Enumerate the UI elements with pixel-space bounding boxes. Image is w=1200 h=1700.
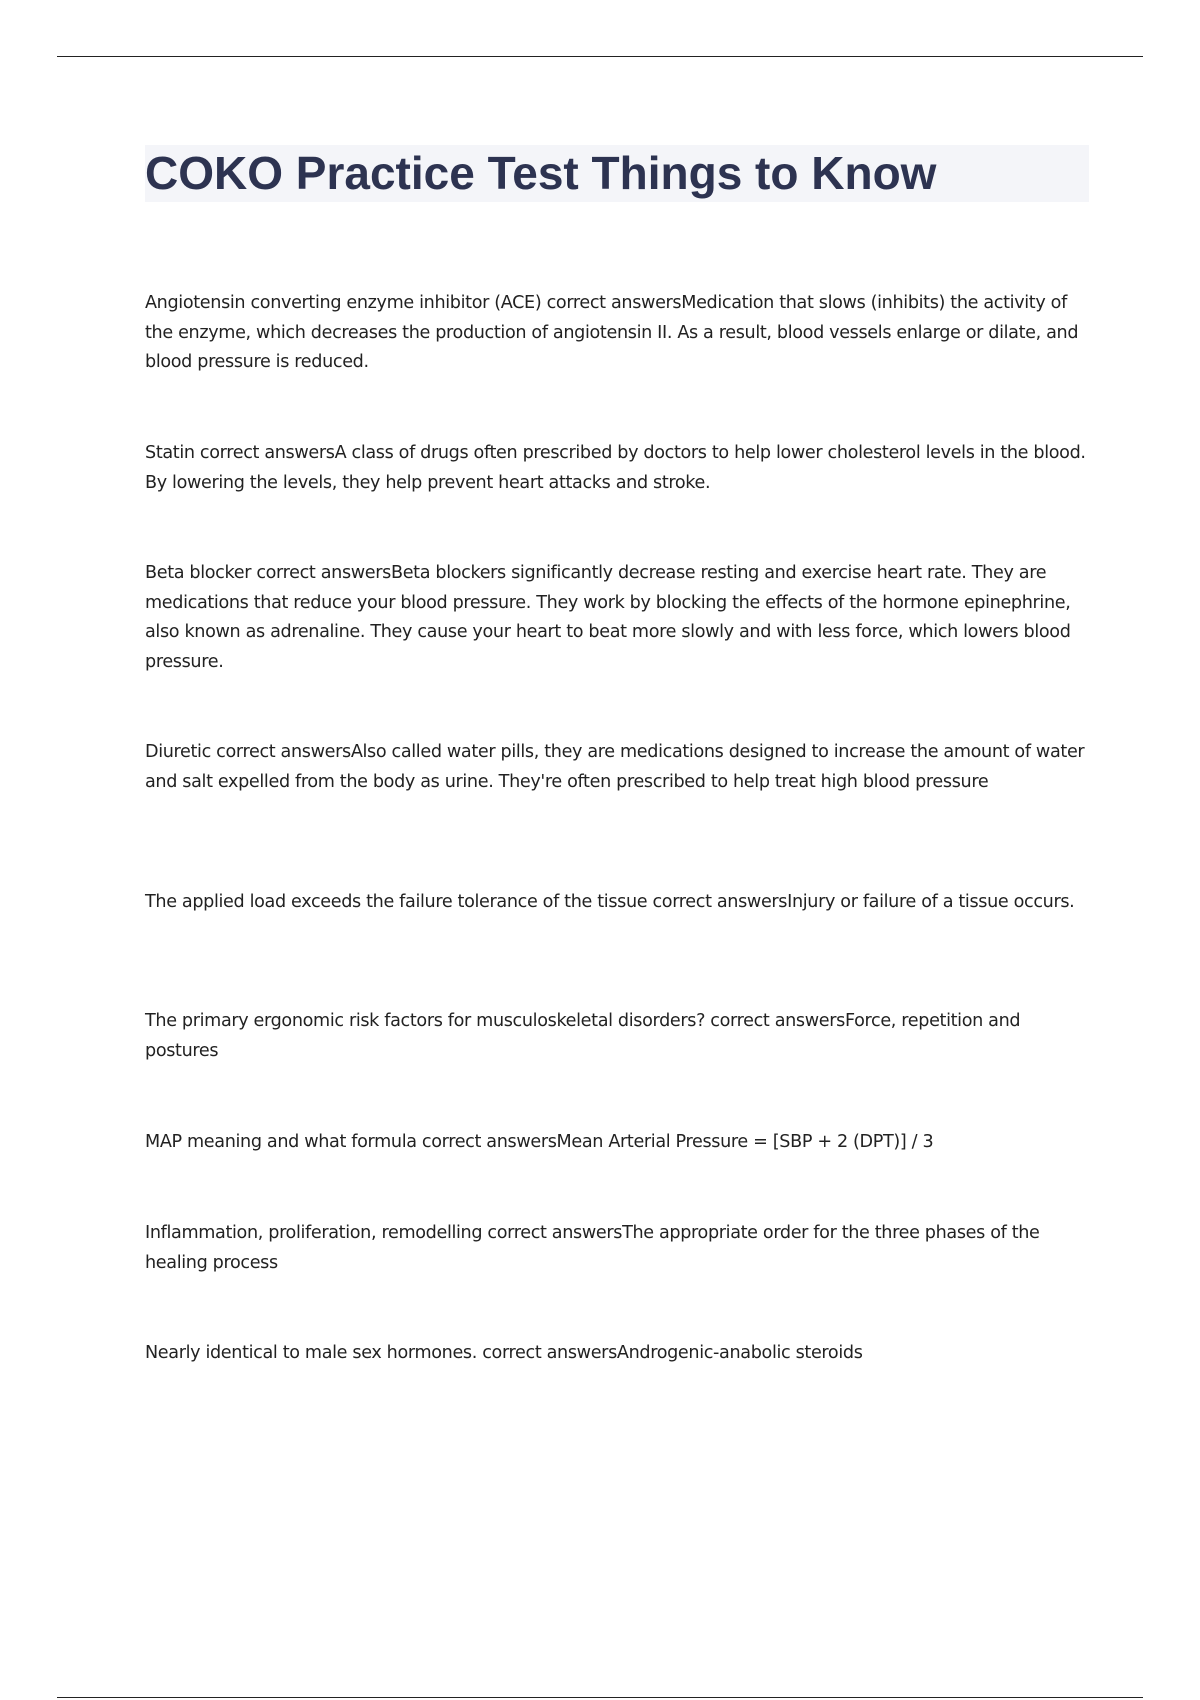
entry-steroids: Nearly identical to male sex hormones. correct answersAndrogenic-anabolic steroids xyxy=(145,1343,863,1363)
entry-healing-phases: Inflammation, proliferation, remodelling correct answersThe appropriate order for the three phases of the healing process xyxy=(145,1223,1040,1273)
entry-map-formula: MAP meaning and what formula correct answersMean Arterial Pressure = [SBP + 2 (DPT)] / 3 xyxy=(145,1132,934,1152)
entry-applied-load: The applied load exceeds the failure tolerance of the tissue correct answersInjury or failure of a tissue occurs. xyxy=(145,892,1075,912)
header-rule xyxy=(57,56,1143,57)
document-title: COKO Practice Test Things to Know xyxy=(145,147,937,199)
entry-statin: Statin correct answersA class of drugs often prescribed by doctors to help lower cholesterol levels in the blood. By lowering the levels, they help prevent heart attacks and stroke. xyxy=(145,443,1086,493)
entry-beta-blocker: Beta blocker correct answersBeta blockers significantly decrease resting and exercise heart rate. They are medications that reduce your blood pressure. They work by blocking the effects of the hormone epinephrine, also known as adrenaline. They cause your heart to beat more slowly and with less force, which lowers blood pressure. xyxy=(145,563,1071,672)
entry-ergonomic-risk: The primary ergonomic risk factors for musculoskeletal disorders? correct answersForce, repetition and postures xyxy=(145,1011,1021,1061)
footer-rule xyxy=(57,1697,1143,1698)
entry-diuretic: Diuretic correct answersAlso called water pills, they are medications designed to increase the amount of water and salt expelled from the body as urine. They're often prescribed to help treat high blood pressure xyxy=(145,742,1085,792)
entry-ace-inhibitor: Angiotensin converting enzyme inhibitor (ACE) correct answersMedication that slows (inhibits) the activity of the enzyme, which decreases the production of angiotensin II. As a result, blood vessels enlarge or dilate, and blood pressure is reduced. xyxy=(145,293,1079,372)
